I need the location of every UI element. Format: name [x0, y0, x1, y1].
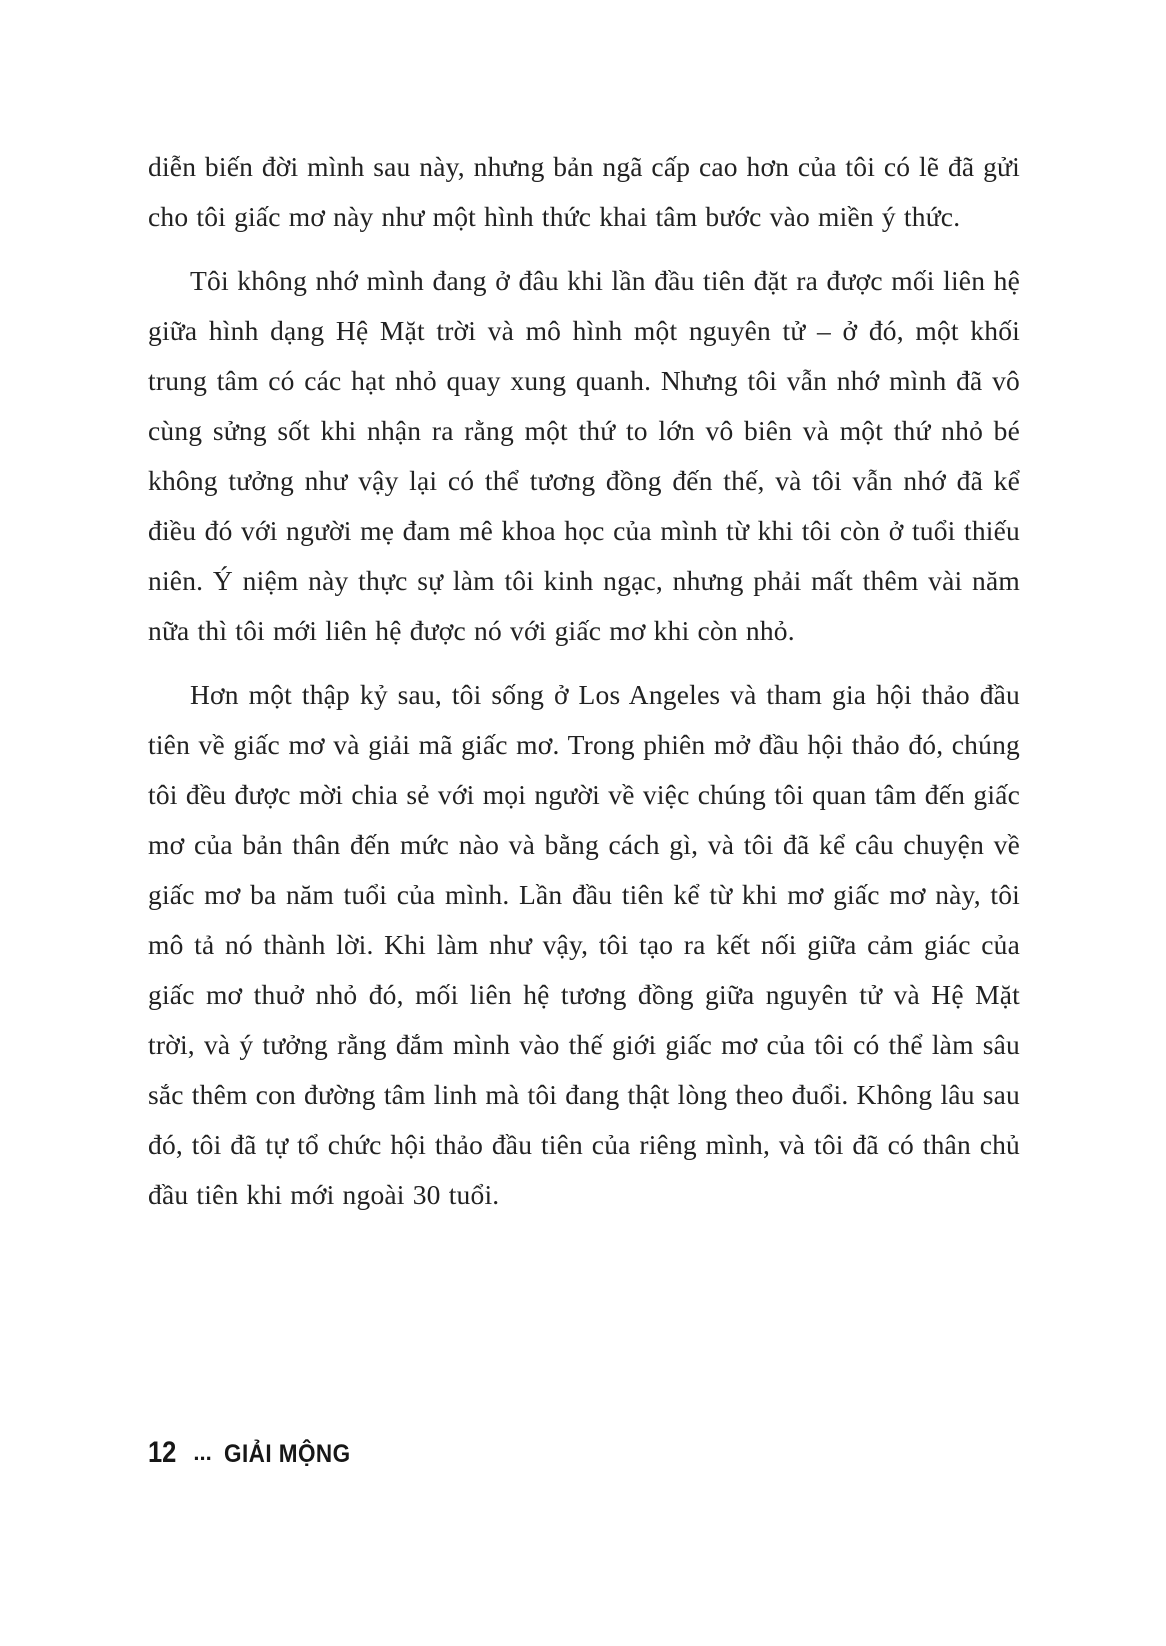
- paragraph-continuation: diễn biến đời mình sau này, nhưng bản ngã cấp cao hơn của tôi có lẽ đã gửi cho tôi giấc mơ này như một hình thức khai tâm bước vào miền ý thức.: [148, 151, 1020, 232]
- book-title: GIẢI MỘNG: [223, 1440, 351, 1468]
- page-number: 12: [148, 1436, 177, 1469]
- body-text: [148, 142, 1020, 1220]
- paragraph-solar-system-atom: Tôi không nhớ mình đang ở đâu khi lần đầu tiên đặt ra được mối liên hệ giữa hình dạng Hệ Mặt trời và mô hình một nguyên tử – ở đó, một khối trung tâm có các hạt nhỏ quay xung quanh. Nhưng tôi vẫn nhớ mình đã vô cùng sửng sốt khi nhận ra rằng một thứ to lớn vô biên và một thứ nhỏ bé không tưởng như vậy lại có thể tương đồng đến thế, và tôi vẫn nhớ đã kể điều đó với người mẹ đam mê khoa học của mình từ khi tôi còn ở tuổi thiếu niên. Ý niệm này thực sự làm tôi kinh ngạc, nhưng phải mất thêm vài năm nữa thì tôi mới liên hệ được nó với giấc mơ khi còn nhỏ.: [148, 265, 1020, 646]
- page-footer: [148, 1436, 364, 1470]
- paragraph-los-angeles-workshop: Hơn một thập kỷ sau, tôi sống ở Los Angeles và tham gia hội thảo đầu tiên về giấc mơ và giải mã giấc mơ. Trong phiên mở đầu hội thảo đó, chúng tôi đều được mời chia sẻ với mọi người về việc chúng tôi quan tâm đến giấc mơ của bản thân đến mức nào và bằng cách gì, và tôi đã kể câu chuyện về giấc mơ ba năm tuổi của mình. Lần đầu tiên kể từ khi mơ giấc mơ này, tôi mô tả nó thành lời. Khi làm như vậy, tôi tạo ra kết nối giữa cảm giác của giấc mơ thuở nhỏ đó, mối liên hệ tương đồng giữa nguyên tử và Hệ Mặt trời, và ý tưởng rằng đắm mình vào thế giới giấc mơ của tôi có thể làm sâu sắc thêm con đường tâm linh mà tôi đang thật lòng theo đuổi. Không lâu sau đó, tôi đã tự tổ chức hội thảo đầu tiên của riêng mình, và tôi đã có thân chủ đầu tiên khi mới ngoài 30 tuổi.: [148, 679, 1020, 1210]
- footer-separator: ...: [193, 1440, 212, 1465]
